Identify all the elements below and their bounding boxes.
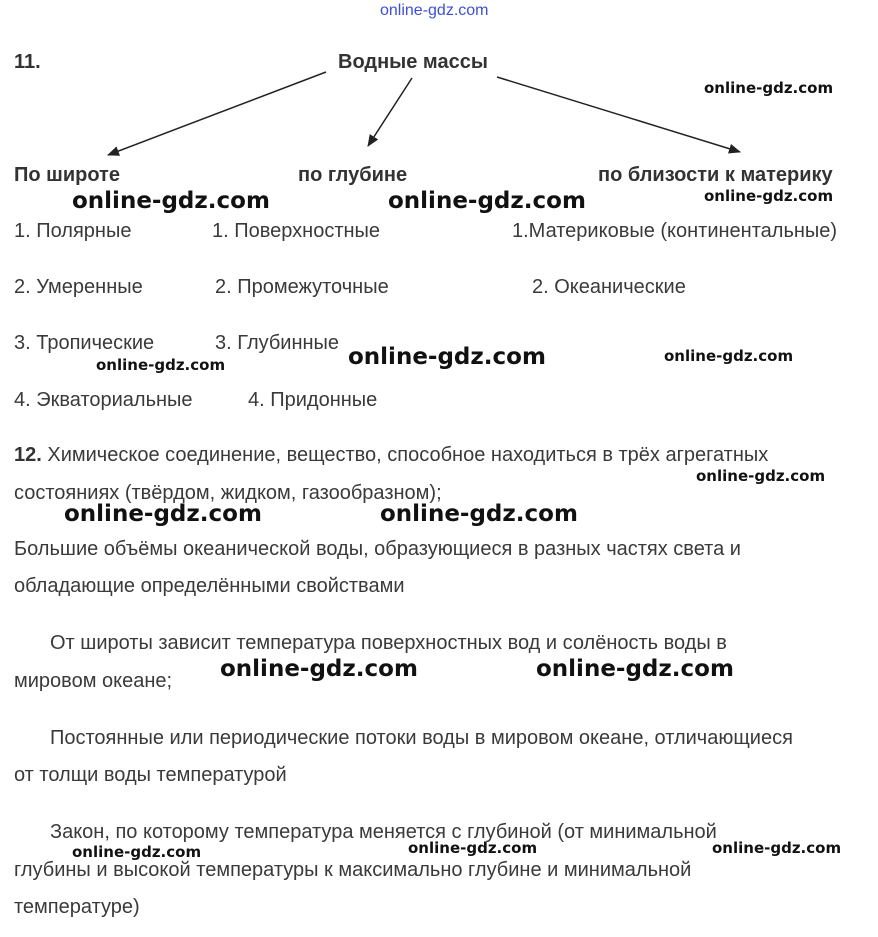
watermark: online-gdz.com [96, 356, 226, 374]
column-header-depth: по глубине [298, 164, 408, 186]
paragraph-2-line-2: обладающие определёнными свойствами [14, 575, 405, 597]
diagram-title: Водные массы [338, 51, 488, 73]
watermark: online-gdz.com [408, 839, 538, 857]
task-12-text: Химическое соединение, вещество, способное находиться в трёх агрегатных [41, 444, 769, 466]
task-12-line-2: состояниях (твёрдом, жидком, газообразном); [14, 482, 442, 504]
watermark: online-gdz.com [72, 843, 202, 861]
arrow-to-latitude [108, 72, 326, 155]
depth-item-4: 4. Придонные [248, 389, 378, 411]
watermark: online-gdz.com [704, 79, 834, 97]
task-11-number: 11. [14, 51, 41, 73]
watermark: online-gdz.com [696, 467, 826, 485]
paragraph-3-line-1: От широты зависит температура поверхностных вод и солёность воды в [50, 632, 727, 654]
watermark: online-gdz.com [664, 347, 794, 365]
latitude-item-4: 4. Экваториальные [14, 389, 193, 411]
depth-item-2: 2. Промежуточные [215, 276, 389, 298]
paragraph-5-line-1: Закон, по которому температура меняется с глубиной (от минимальной [50, 821, 717, 843]
column-header-continent: по близости к материку [598, 164, 833, 186]
watermark: online-gdz.com [220, 656, 418, 682]
paragraph-2-line-1: Большие объёмы океанической воды, образующиеся в разных частях света и [14, 538, 741, 560]
paragraph-4-line-1: Постоянные или периодические потоки воды в мировом океане, отличающиеся [50, 727, 793, 749]
watermark: online-gdz.com [64, 501, 262, 527]
paragraph-5-line-2: глубины и высокой температуры к максимально глубине и минимальной [14, 859, 692, 881]
watermark: online-gdz.com [704, 187, 834, 205]
watermark: online-gdz.com [72, 188, 270, 214]
column-header-latitude: По широте [14, 164, 120, 186]
watermark: online-gdz.com [388, 188, 586, 214]
arrow-to-depth [368, 78, 412, 146]
watermark: online-gdz.com [536, 656, 734, 682]
watermark-top: online-gdz.com [380, 2, 489, 19]
task-12-number: 12. [14, 444, 42, 466]
latitude-item-1: 1. Полярные [14, 220, 132, 242]
depth-item-3: 3. Глубинные [215, 332, 340, 354]
depth-item-1: 1. Поверхностные [212, 220, 381, 242]
continent-item-1: 1.Материковые (континентальные) [512, 220, 838, 242]
latitude-item-2: 2. Умеренные [14, 276, 143, 298]
paragraph-3-line-2: мировом океане; [14, 670, 173, 692]
watermark: online-gdz.com [380, 501, 578, 527]
continent-item-2: 2. Океанические [532, 276, 686, 298]
watermark: online-gdz.com [348, 344, 546, 370]
latitude-item-3: 3. Тропические [14, 332, 155, 354]
task-12-line-1 [14, 437, 768, 474]
paragraph-5-line-3: температуре) [14, 896, 140, 918]
paragraph-4-line-2: от толщи воды температурой [14, 764, 287, 786]
watermark: online-gdz.com [712, 839, 842, 857]
